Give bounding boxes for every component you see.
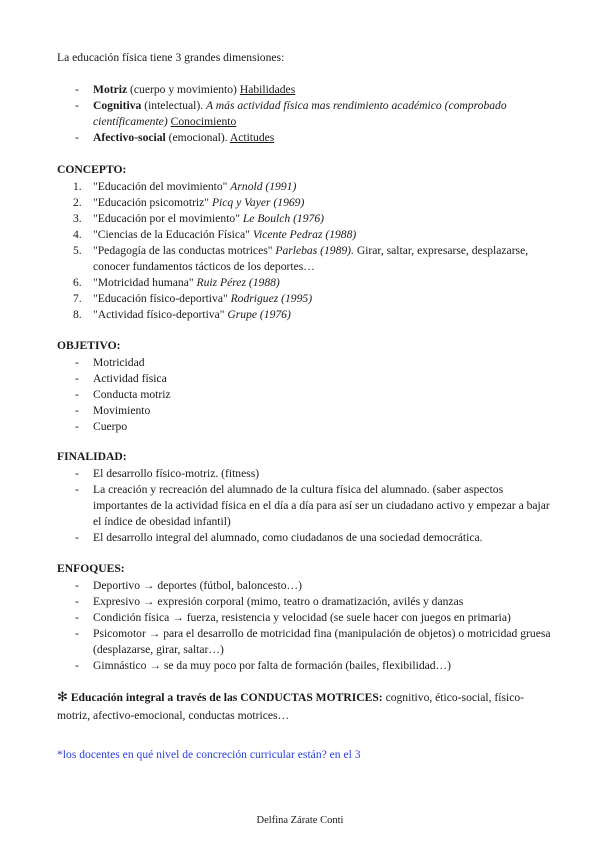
list-item: - Motricidad bbox=[75, 356, 145, 369]
list-item: - El desarrollo integral del alumnado, como ciudadanos de una sociedad democrática. bbox=[75, 531, 483, 544]
dimension-keyword: Habilidades bbox=[239, 83, 296, 96]
dash-marker: - bbox=[75, 99, 79, 112]
finalidad-list bbox=[57, 466, 557, 546]
finalidad-title: FINALIDAD: bbox=[57, 450, 127, 463]
objetivo-title: OBJETIVO: bbox=[57, 339, 121, 352]
list-item: 1. "Educación del movimiento" Arnold (1991) bbox=[73, 180, 297, 193]
list-item: 7. "Educación físico-deportiva" Rodriguez (1995) bbox=[73, 292, 313, 305]
list-item: - Psicomotor → para el desarrollo de motricidad fina (manipulación de objetos) o motricidad gruesa (desplazarse, girar, saltar…) bbox=[75, 627, 551, 656]
list-item: - El desarrollo físico-motriz. (fitness) bbox=[75, 467, 260, 480]
dimension-name: Afectivo-social bbox=[93, 131, 166, 144]
dimensiones-list bbox=[57, 82, 557, 146]
dimension-keyword: Conocimiento bbox=[170, 115, 237, 128]
integral-paragraph bbox=[57, 689, 547, 725]
list-item: - La creación y recreación del alumnado de la cultura física del alumnado. (saber aspectos importantes de la actividad física en el día a día para así ser un ciudadano activo y empezar a bajar el índice de obesidad infantil) bbox=[75, 483, 550, 528]
list-item: - Motriz (cuerpo y movimiento) Habilidades bbox=[75, 83, 296, 96]
dimension-keyword: Actitudes bbox=[229, 131, 275, 144]
list-item: - Expresivo → expresión corporal (mimo, teatro o dramatización, avilés y danzas bbox=[75, 595, 464, 608]
teacher-note: *los docentes en qué nivel de concreción curricular están? en el 3 bbox=[57, 748, 361, 761]
intro-text: La educación física tiene 3 grandes dimensiones: bbox=[57, 51, 285, 64]
list-item: - Cognitiva (intelectual). A más actividad física mas rendimiento académico (comprobado científicamente) Conocimiento bbox=[75, 99, 507, 128]
list-item: - Afectivo-social (emocional). Actitudes bbox=[75, 131, 275, 144]
list-item: 8. "Actividad físico-deportiva" Grupe (1976) bbox=[73, 308, 291, 321]
concepto-list bbox=[57, 179, 557, 323]
list-item: - Actividad física bbox=[75, 372, 167, 385]
list-item: 3. "Educación por el movimiento" Le Boulch (1976) bbox=[73, 212, 324, 225]
dash-marker: - bbox=[75, 83, 79, 96]
list-item: - Cuerpo bbox=[75, 420, 128, 433]
concepto-title: CONCEPTO: bbox=[57, 163, 127, 176]
enfoques-list bbox=[57, 578, 557, 674]
list-item: 2. "Educación psicomotriz" Picq y Vayer (1969) bbox=[73, 196, 305, 209]
enfoques-title: ENFOQUES: bbox=[57, 562, 125, 575]
list-item: - Conducta motriz bbox=[75, 388, 171, 401]
asterisk-star-icon: ✻ bbox=[57, 690, 68, 705]
page-footer: Delfina Zárate Conti bbox=[256, 815, 344, 826]
dimension-note: A más actividad física mas rendimiento académico (comprobado científicamente) bbox=[93, 99, 507, 128]
list-item: 4. "Ciencias de la Educación Física" Vicente Pedraz (1988) bbox=[73, 228, 357, 241]
objetivo-list bbox=[57, 355, 557, 435]
integral-text: cognitivo, ético-social, físico-motriz, afectivo-emocional, conductas motrices… bbox=[57, 691, 525, 722]
list-item: - Movimiento bbox=[75, 404, 151, 417]
list-item: 5. "Pedagogía de las conductas motrices" Parlebas (1989). Girar, saltar, expresarse, desplazarse, conocer fundamentos tácticos de los deportes… bbox=[73, 244, 529, 273]
dimension-name: Cognitiva bbox=[93, 99, 142, 112]
list-item: - Deportivo → deportes (fútbol, baloncesto…) bbox=[75, 579, 302, 592]
list-item: - Gimnástico → se da muy poco por falta de formación (bailes, flexibilidad…) bbox=[75, 659, 452, 672]
dash-marker: - bbox=[75, 131, 79, 144]
list-item: 6. "Motricidad humana" Ruiz Pérez (1988) bbox=[73, 276, 280, 289]
dimension-name: Motriz bbox=[93, 83, 128, 96]
list-item: - Condición física → fuerza, resistencia y velocidad (se suele hacer con juegos en primaria) bbox=[75, 611, 511, 624]
integral-heading: Educación integral a través de las CONDUCTAS MOTRICES: bbox=[70, 691, 383, 704]
